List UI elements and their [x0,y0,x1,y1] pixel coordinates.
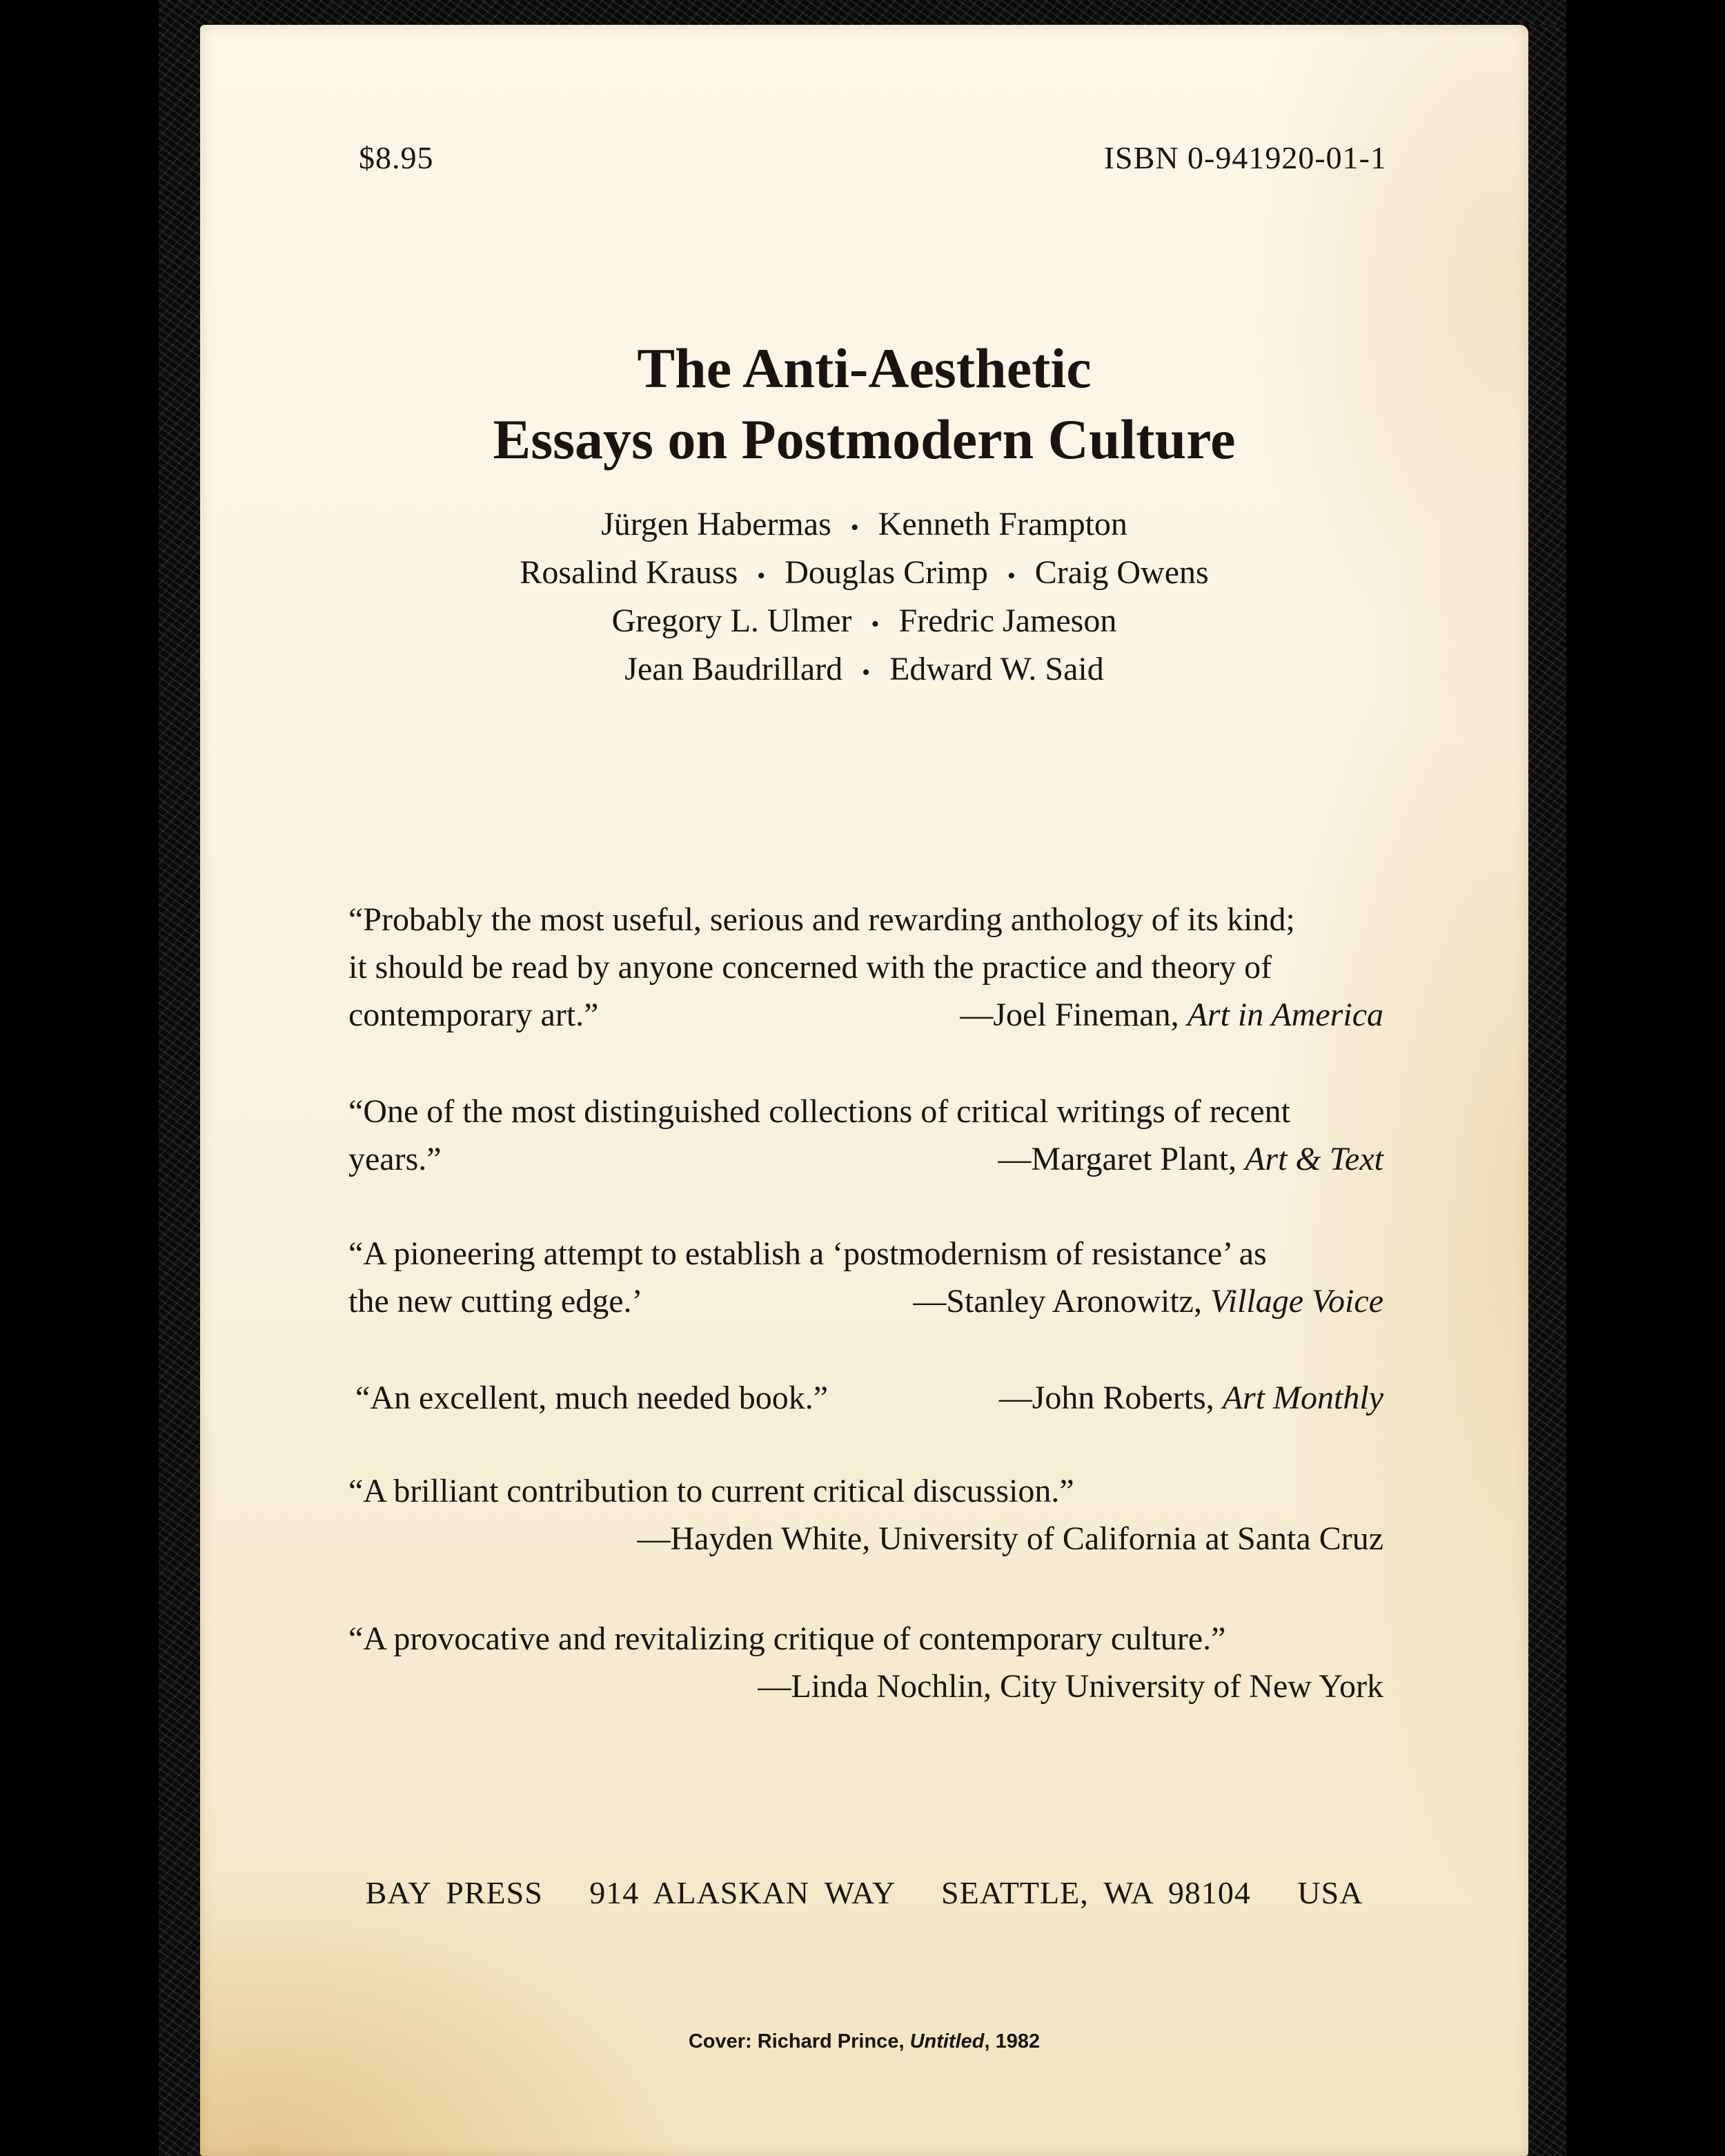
bullet-separator: • [862,660,871,685]
quote-line: the new cutting edge.’ [348,1283,643,1320]
bullet-separator: • [757,563,766,589]
quote-source: Village Voice [1210,1283,1383,1320]
fabric-background-top [159,0,1566,25]
review-quote [348,1615,1383,1710]
cover-work-title: Untitled [909,2030,985,2052]
quote-attribution: —Hayden White, University of California at Santa Cruz [637,1520,1383,1557]
cover-credit: Cover: Richard Prince, Untitled, 1982 [688,2030,1041,2052]
bullet-separator: • [871,611,880,637]
contributors-line [200,553,1528,602]
quote-line: “A provocative and revitalizing critique of contemporary culture.” [348,1620,1226,1657]
contributors-line [200,650,1528,698]
contributor-name: Jürgen Habermas [601,506,831,542]
contributor-name: Fredric Jameson [898,602,1117,639]
quote-line: “An excellent, much needed book.” [355,1380,829,1416]
quote-line: “One of the most distinguished collections of critical writings of recent [348,1093,1290,1130]
isbn: ISBN 0-941920-01-1 [1103,140,1387,175]
quote-line: years.” [348,1141,442,1177]
review-quote [348,1374,1383,1422]
review-quote [348,1467,1383,1562]
book-back-cover [200,25,1528,2156]
quote-source: Art Monthly [1222,1380,1383,1416]
quote-line: “A pioneering attempt to establish a ‘postmodernism of resistance’ as [348,1235,1267,1272]
quote-line: “Probably the most useful, serious and rewarding anthology of its kind; [348,901,1295,938]
quote-attribution: —Linda Nochlin, City University of New York [758,1668,1383,1705]
contributors-line [200,602,1528,650]
quote-line: it should be read by anyone concerned with the practice and theory of [348,949,1272,986]
bullet-separator: • [1007,563,1016,589]
quote-line: contemporary art.” [348,997,599,1033]
review-quote [348,896,1383,1039]
contributor-name: Edward W. Said [889,651,1104,687]
quote-source: Art in America [1187,997,1383,1033]
quote-attribution: —John Roberts, Art Monthly [998,1380,1383,1416]
fabric-background-left [159,0,200,2156]
contributor-name: Rosalind Krauss [520,554,738,591]
bullet-separator: • [850,515,859,540]
quote-attribution: —Stanley Aronowitz, Village Voice [913,1283,1383,1320]
contributor-name: Gregory L. Ulmer [611,602,852,639]
review-quote [348,1088,1383,1183]
price: $8.95 [359,140,434,175]
quote-attribution: —Margaret Plant, Art & Text [998,1141,1383,1177]
contributors-line [200,505,1528,553]
book-title: The Anti-Aesthetic [637,337,1092,400]
contributor-name: Douglas Crimp [785,554,988,591]
fabric-background-right [1528,0,1566,2156]
book-subtitle: Essays on Postmodern Culture [493,408,1236,471]
review-quote [348,1230,1383,1325]
contributor-name: Kenneth Frampton [878,506,1127,542]
contributor-name: Craig Owens [1034,554,1209,591]
quote-attribution: —Joel Fineman, Art in America [960,997,1383,1033]
quote-source: Art & Text [1245,1141,1383,1177]
quote-line: “A brilliant contribution to current critical discussion.” [348,1473,1074,1509]
publisher-address: BAY PRESS 914 ALASKAN WAY SEATTLE, WA 98104 USA [365,1875,1363,1910]
contributor-name: Jean Baudrillard [624,651,843,687]
